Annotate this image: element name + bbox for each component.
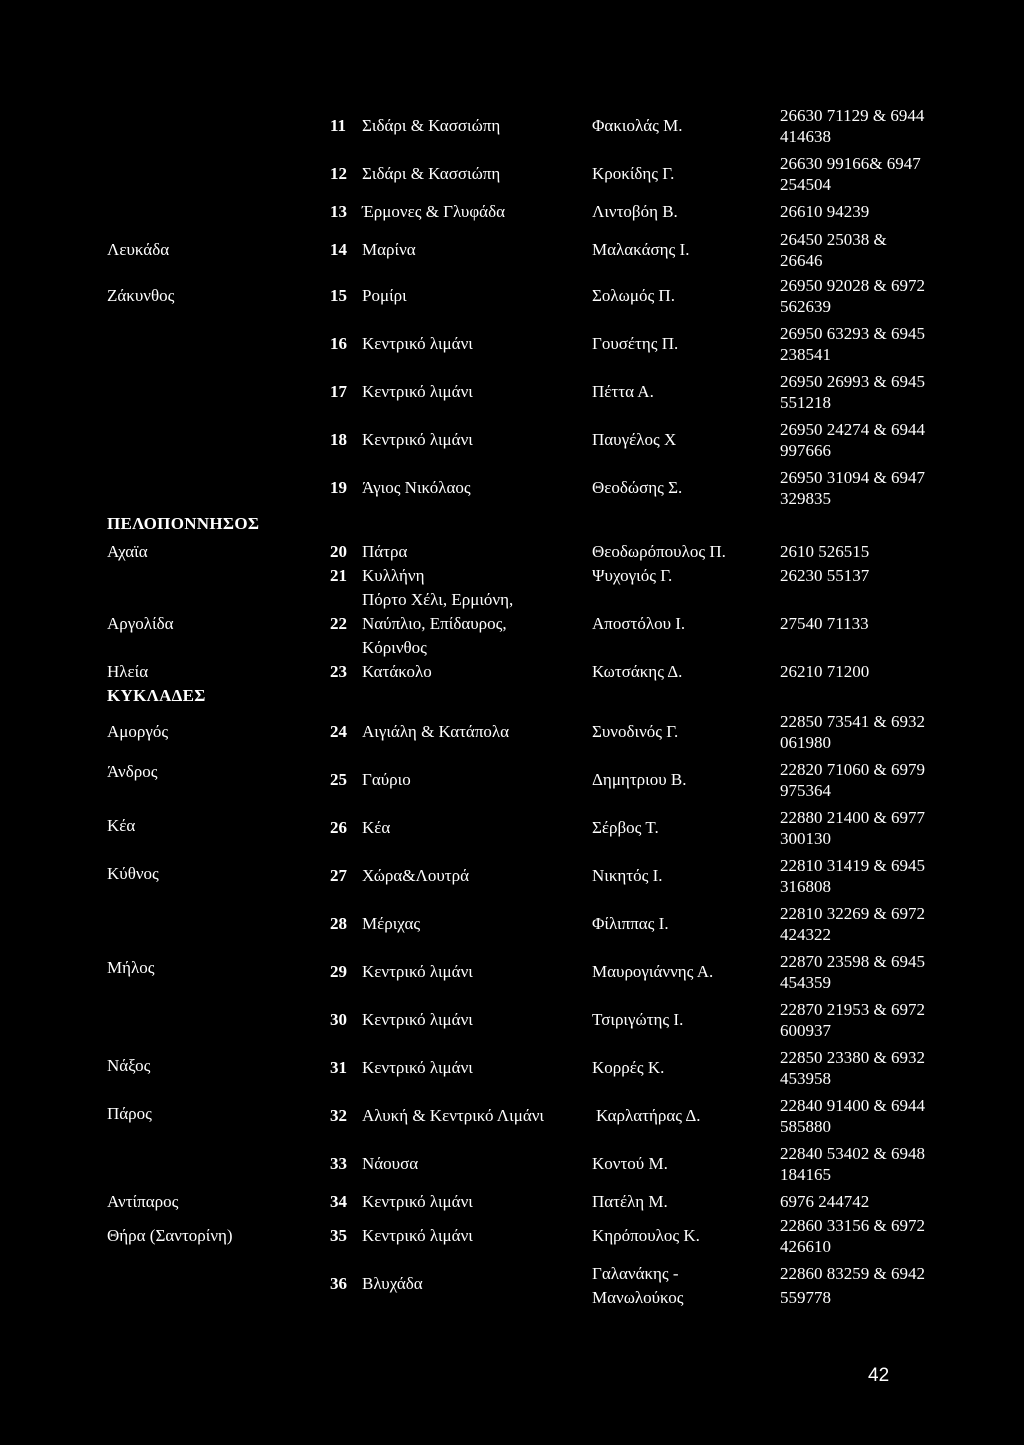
location: Σιδάρι & Κασσιώπη	[362, 116, 501, 135]
location: Κεντρικό λιμάνι	[362, 334, 473, 353]
phone-line-2: 426610	[780, 1237, 831, 1256]
phone-line-2: 300130	[780, 829, 831, 848]
person-name: Τσιριγώτης Ι.	[592, 1010, 684, 1029]
location: Κέα	[362, 818, 391, 837]
phone-line-2: 184165	[780, 1165, 831, 1184]
location-line-1: Πόρτο Χέλι, Ερμιόνη,	[362, 590, 514, 609]
person-name: Λιντοβόη Β.	[592, 202, 678, 221]
row-number: 15	[330, 286, 347, 305]
phone-line-1: 6976 244742	[780, 1192, 870, 1211]
person-name: Νικητός Ι.	[592, 866, 663, 885]
row-number: 33	[330, 1154, 347, 1173]
row-number: 16	[330, 334, 347, 353]
person-name: Γουσέτης Π.	[592, 334, 679, 353]
phone-line-2: 238541	[780, 345, 831, 364]
phone-line-1: 26230 55137	[780, 566, 870, 585]
location-line-2: Ναύπλιο, Επίδαυρος,	[362, 614, 507, 633]
person-name: Αποστόλου Ι.	[592, 614, 686, 633]
region-label: Ηλεία	[107, 662, 149, 681]
phone-line-1: 22820 71060 & 6979	[780, 760, 925, 779]
row-number: 31	[330, 1058, 347, 1077]
phone-line-1: 26610 94239	[780, 202, 870, 221]
phone-line-1: 26950 63293 & 6945	[780, 324, 925, 343]
region-label: Ζάκυνθος	[107, 286, 175, 305]
location: Κεντρικό λιμάνι	[362, 962, 473, 981]
phone-line-1: 26950 31094 & 6947	[780, 468, 925, 487]
phone-line-2: 551218	[780, 393, 831, 412]
person-name: Παυγέλος Χ	[592, 430, 677, 449]
phone-line-1: 22840 91400 & 6944	[780, 1096, 925, 1115]
location: Κεντρικό λιμάνι	[362, 1192, 473, 1211]
row-number: 13	[330, 202, 347, 221]
person-name-line-2: Μανωλούκος	[592, 1288, 684, 1307]
phone-line-2: 454359	[780, 973, 831, 992]
phone-line-2: 600937	[780, 1021, 831, 1040]
person-name: Μαυρογιάννης Α.	[592, 962, 714, 981]
region-label: Κύθνος	[107, 864, 159, 883]
phone-line-1: 26950 26993 & 6945	[780, 372, 925, 391]
location: Πάτρα	[362, 542, 408, 561]
row-number: 26	[330, 818, 347, 837]
location: Μαρίνα	[362, 240, 416, 259]
person-name: Φίλιππας Ι.	[592, 914, 669, 933]
phone-line-1: 22870 23598 & 6945	[780, 952, 925, 971]
phone-line-2: 254504	[780, 175, 831, 194]
region-label: Πάρος	[107, 1104, 152, 1123]
row-number: 21	[330, 566, 347, 585]
phone-line-1: 26950 92028 & 6972	[780, 276, 925, 295]
location-line-3: Κόρινθος	[362, 638, 427, 657]
region-label: Θήρα (Σαντορίνη)	[107, 1226, 233, 1245]
person-name: Κοντού Μ.	[592, 1154, 668, 1173]
phone-line-1: 22850 23380 & 6932	[780, 1048, 925, 1067]
phone-line-1: 22860 83259 & 6942	[780, 1264, 925, 1283]
phone-line-1: 26210 71200	[780, 662, 870, 681]
location: Κεντρικό λιμάνι	[362, 382, 473, 401]
person-name: Πατέλη Μ.	[592, 1192, 668, 1211]
location: Κεντρικό λιμάνι	[362, 430, 473, 449]
phone-line-1: 22880 21400 & 6977	[780, 808, 925, 827]
person-name: Θεοδωρόπουλος Π.	[592, 542, 726, 561]
phone-line-1: 22840 53402 & 6948	[780, 1144, 925, 1163]
person-name: Σέρβος Τ.	[592, 818, 659, 837]
phone-line-2: 562639	[780, 297, 831, 316]
phone-line-1: 26950 24274 & 6944	[780, 420, 925, 439]
person-name: Κροκίδης Γ.	[592, 164, 675, 183]
location: Άγιος Νικόλαος	[362, 478, 471, 497]
row-number: 17	[330, 382, 347, 401]
phone-line-1: 22870 21953 & 6972	[780, 1000, 925, 1019]
person-name: Κορρές Κ.	[592, 1058, 665, 1077]
region-label: Λευκάδα	[107, 240, 170, 259]
row-number: 14	[330, 240, 347, 259]
row-number: 23	[330, 662, 347, 681]
phone-line-1: 26450 25038 &	[780, 230, 887, 249]
location: Βλυχάδα	[362, 1274, 423, 1293]
person-name: Κωτσάκης Δ.	[592, 662, 683, 681]
region-label: Κέα	[107, 816, 136, 835]
location: Χώρα&Λουτρά	[362, 866, 469, 885]
location: Αιγιάλη & Κατάπολα	[362, 722, 510, 741]
phone-line-1: 22810 32269 & 6972	[780, 904, 925, 923]
row-number: 12	[330, 164, 347, 183]
phone-line-2: 061980	[780, 733, 831, 752]
location: Αλυκή & Κεντρικό Λιμάνι	[362, 1106, 544, 1125]
location: Σιδάρι & Κασσιώπη	[362, 164, 501, 183]
region-label: Αχαϊα	[107, 542, 148, 561]
phone-line-2: 414638	[780, 127, 831, 146]
location: Κεντρικό λιμάνι	[362, 1010, 473, 1029]
phone-line-1: 22850 73541 & 6932	[780, 712, 925, 731]
phone-line-2: 329835	[780, 489, 831, 508]
row-number: 20	[330, 542, 347, 561]
phone-line-1: 2610 526515	[780, 542, 870, 561]
row-number: 29	[330, 962, 347, 981]
region-label: Νάξος	[107, 1056, 151, 1075]
location: Ρομίρι	[362, 286, 407, 305]
person-name: Συνοδινός Γ.	[592, 722, 679, 741]
phone-line-1: 26630 99166& 6947	[780, 154, 921, 173]
row-number: 11	[330, 116, 347, 135]
location: Γαύριο	[362, 770, 411, 789]
region-label: Άνδρος	[107, 762, 158, 781]
phone-line-1: 22860 33156 & 6972	[780, 1216, 925, 1235]
location: Νάουσα	[362, 1154, 419, 1173]
row-number: 24	[330, 722, 347, 741]
person-name: Κηρόπουλος Κ.	[592, 1226, 700, 1245]
person-name: Μαλακάσης Ι.	[592, 240, 690, 259]
person-name: Δημητριου Β.	[592, 770, 687, 789]
region-label: Μήλος	[107, 958, 155, 977]
row-number: 22	[330, 614, 347, 633]
person-name: Θεοδώσης Σ.	[592, 478, 683, 497]
person-name: Φακιολάς Μ.	[592, 116, 683, 135]
phone-line-2: 316808	[780, 877, 831, 896]
phone-line-2: 424322	[780, 925, 831, 944]
location: Έρμονες & Γλυφάδα	[362, 202, 505, 221]
row-number: 28	[330, 914, 347, 933]
phone-line-1: 22810 31419 & 6945	[780, 856, 925, 875]
row-number: 19	[330, 478, 347, 497]
region-label: Αμοργός	[107, 722, 169, 741]
person-name: Καρλατήρας Δ.	[596, 1106, 701, 1125]
phone-line-2: 997666	[780, 441, 831, 460]
row-number: 18	[330, 430, 347, 449]
phone-line-2: 585880	[780, 1117, 831, 1136]
row-number: 25	[330, 770, 347, 789]
person-name: Πέττα Α.	[592, 382, 654, 401]
location: Κεντρικό λιμάνι	[362, 1226, 473, 1245]
phone-line-2: 559778	[780, 1288, 831, 1307]
location: Κατάκολο	[362, 662, 432, 681]
phone-line-1: 26630 71129 & 6944	[780, 106, 925, 125]
phone-line-2: 453958	[780, 1069, 831, 1088]
region-label: Αντίπαρος	[107, 1192, 179, 1211]
person-name: Σολωμός Π.	[592, 286, 675, 305]
row-number: 32	[330, 1106, 347, 1125]
page-number: 42	[868, 1365, 890, 1386]
section-heading-kyklades: ΚΥΚΛΑΔΕΣ	[107, 686, 206, 705]
row-number: 35	[330, 1226, 347, 1245]
person-name: Ψυχογιός Γ.	[592, 566, 673, 585]
region-label: Αργολίδα	[107, 614, 174, 633]
row-number: 36	[330, 1274, 347, 1293]
row-number: 30	[330, 1010, 347, 1029]
phone-line-2: 26646	[780, 251, 823, 270]
location: Μέριχας	[362, 914, 421, 933]
person-name-line-1: Γαλανάκης -	[592, 1264, 679, 1283]
location: Κεντρικό λιμάνι	[362, 1058, 473, 1077]
location: Κυλλήνη	[362, 566, 425, 585]
row-number: 27	[330, 866, 347, 885]
phone-line-2: 975364	[780, 781, 831, 800]
row-number: 34	[330, 1192, 347, 1211]
phone-line-1: 27540 71133	[780, 614, 869, 633]
section-heading-peloponnisos: ΠΕΛΟΠΟΝΝΗΣΟΣ	[107, 514, 260, 533]
